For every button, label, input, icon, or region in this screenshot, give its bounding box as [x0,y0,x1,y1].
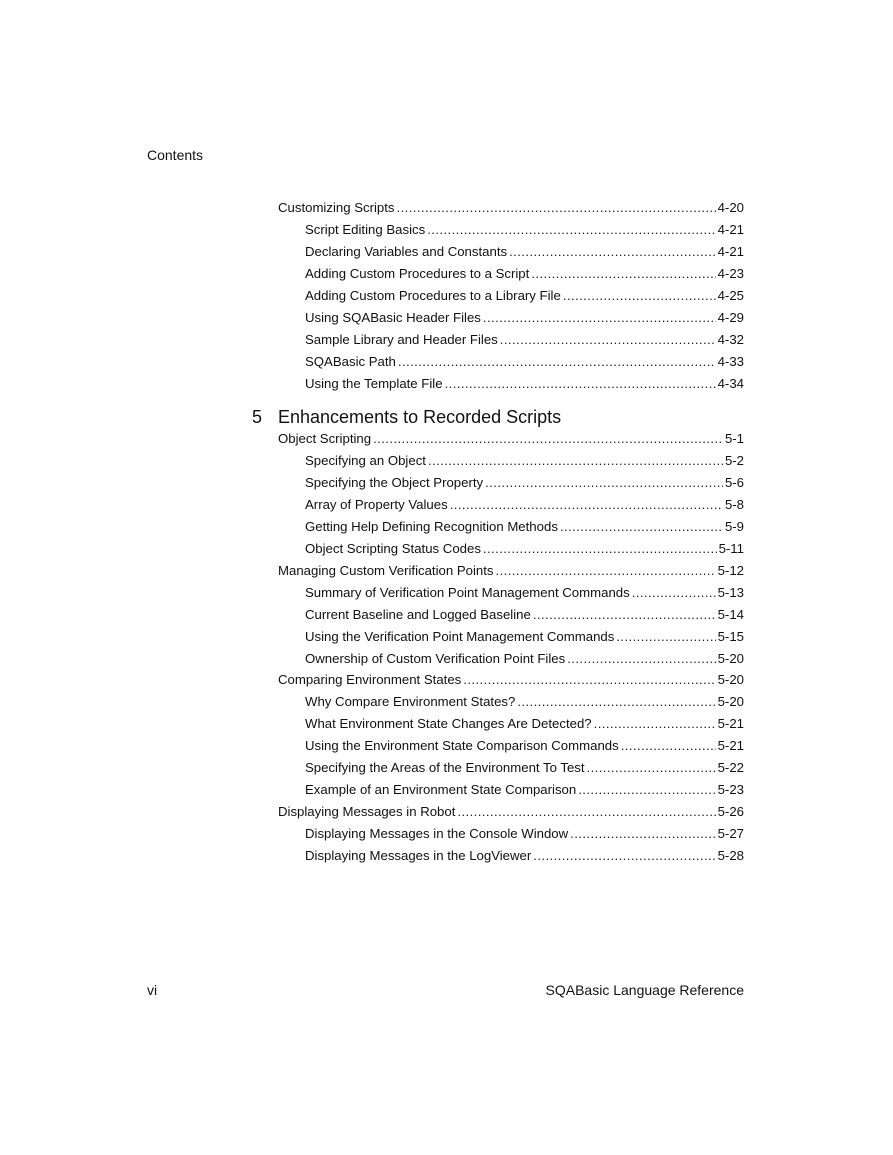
chapter-title: Enhancements to Recorded Scripts [278,407,562,427]
toc-entry [305,496,744,514]
toc-entry [305,650,744,668]
toc-entry [305,518,744,536]
toc-entry-title: Specifying an Object [305,452,426,468]
toc-entry-page: 5-20 [717,650,744,666]
toc-entry-page: 5-14 [717,606,744,622]
toc-entry-title: Why Compare Environment States? [305,694,516,710]
toc-entry-title: Comparing Environment States [278,672,462,688]
toc-entry-page: 5-1 [724,431,744,446]
toc-entry [305,452,744,470]
dot-leader [517,693,715,711]
dot-leader [445,375,716,393]
toc-entry [305,331,744,349]
dot-leader [533,847,715,865]
toc-entry-title: Using the Environment State Comparison Commands [305,738,619,754]
dot-leader [373,430,723,448]
toc-entry-title: Sample Library and Header Files [305,331,498,347]
toc-entry-page: 4-33 [717,353,744,369]
toc-entry-title: Example of an Environment State Comparison [305,782,577,798]
dot-leader [560,518,723,536]
toc-entry [305,825,744,843]
toc-entry-page: 5-27 [717,826,744,842]
toc-entry-title: Script Editing Basics [305,221,426,237]
toc-entry-title: Using the Verification Point Management Commands [305,628,615,644]
toc-entry [278,430,744,448]
toc-entry-title: Specifying the Object Property [305,474,484,490]
toc-entry-title: SQABasic Path [305,353,396,369]
book-title: SQABasic Language Reference [545,982,744,998]
toc-entry [305,375,744,393]
dot-leader [578,781,715,799]
dot-leader [496,562,716,580]
dot-leader [616,628,715,646]
toc-entry-title: Declaring Variables and Constants [305,243,508,259]
toc-entry-page: 4-23 [717,265,744,281]
toc-entry [278,562,744,580]
toc-entry [305,759,744,777]
toc-entry-page: 5-2 [724,452,744,468]
toc-entry [305,715,744,733]
toc-entry-title: Getting Help Defining Recognition Methods [305,518,558,534]
chapter-number: 5 [252,407,263,427]
toc-entry-page: 5-20 [717,672,744,688]
toc-entry [305,693,744,711]
dot-leader [567,650,715,668]
dot-leader [398,353,716,371]
running-head: Contents [147,147,204,163]
toc-entry [305,265,744,283]
toc-entry [305,606,744,624]
toc-entry-title: Using SQABasic Header Files [305,309,481,325]
toc-entry [305,737,744,755]
toc-entry [278,803,744,821]
dot-leader [533,606,716,624]
toc-entry-title: Current Baseline and Logged Baseline [305,606,531,622]
toc-entry [305,540,744,558]
toc-entry-page: 5-26 [717,804,744,820]
toc-entry-page: 5-22 [717,760,744,776]
toc-entry-page: 5-20 [717,694,744,710]
toc-entry-title: Customizing Scripts [278,200,395,215]
toc-entry-page: 5-12 [717,562,744,578]
dot-leader [483,540,717,558]
dot-leader [531,265,715,283]
dot-leader [587,759,716,777]
toc-entry-title: What Environment State Changes Are Detected? [305,716,592,732]
toc-entry-page: 4-29 [717,309,744,325]
chapter-heading [252,405,561,429]
toc-entry-page: 5-21 [717,738,744,754]
toc-entry-page: 5-8 [724,496,744,512]
toc-entry-page: 4-21 [717,221,744,237]
toc-entry-page: 5-11 [718,540,744,556]
toc-entry-title: Specifying the Areas of the Environment To Test [305,760,585,776]
toc-entry-title: Object Scripting Status Codes [305,540,481,556]
toc-entry [305,781,744,799]
toc-entry [305,221,744,239]
toc-entry-title: Displaying Messages in the LogViewer [305,848,532,864]
dot-leader [428,452,723,470]
toc-entry-page: 4-34 [717,375,744,391]
toc-entry-title: Adding Custom Procedures to a Script [305,265,530,281]
toc-entry-page: 5-13 [717,584,744,600]
dot-leader [457,803,715,821]
dot-leader [427,221,715,239]
toc-entry-page: 5-21 [717,716,744,732]
toc-entry-title: Adding Custom Procedures to a Library File [305,287,561,303]
toc-entry [305,474,744,492]
toc-entry-page: 4-20 [717,200,744,215]
dot-leader [563,287,716,305]
toc-entry-title: Object Scripting [278,431,372,446]
toc-entry-page: 4-21 [717,243,744,259]
toc-entry-page: 4-25 [717,287,744,303]
toc-entry-title: Summary of Verification Point Management Commands [305,584,630,600]
toc-entry-page: 5-6 [724,474,744,490]
toc-entry [305,243,744,261]
toc-entry-page: 4-32 [717,331,744,347]
toc-entry [305,287,744,305]
toc-entry [305,353,744,371]
dot-leader [450,496,723,514]
dot-leader [483,309,716,327]
toc-entry [278,671,744,689]
toc-entry [278,199,744,217]
toc-entry [305,584,744,602]
dot-leader [570,825,715,843]
dot-leader [632,584,716,602]
toc-entry-page: 5-9 [724,518,744,534]
toc-entry [305,309,744,327]
page-number: vi [147,982,158,998]
toc-entry [305,628,744,646]
toc-entry-title: Displaying Messages in Robot [278,804,456,820]
toc-entry-page: 5-28 [717,848,744,864]
toc-entry-page: 5-15 [717,628,744,644]
dot-leader [500,331,716,349]
toc-entry-title: Using the Template File [305,375,443,391]
toc-entry-title: Displaying Messages in the Console Window [305,826,569,842]
dot-leader [463,671,715,689]
dot-leader [509,243,716,261]
toc-entry-title: Ownership of Custom Verification Point Files [305,650,566,666]
toc-entry-title: Array of Property Values [305,496,448,512]
dot-leader [621,737,716,755]
dot-leader [397,199,716,217]
toc-entry [305,847,744,865]
toc-entry-page: 5-23 [717,782,744,798]
toc-entry-title: Managing Custom Verification Points [278,562,494,578]
dot-leader [594,715,716,733]
dot-leader [485,474,723,492]
